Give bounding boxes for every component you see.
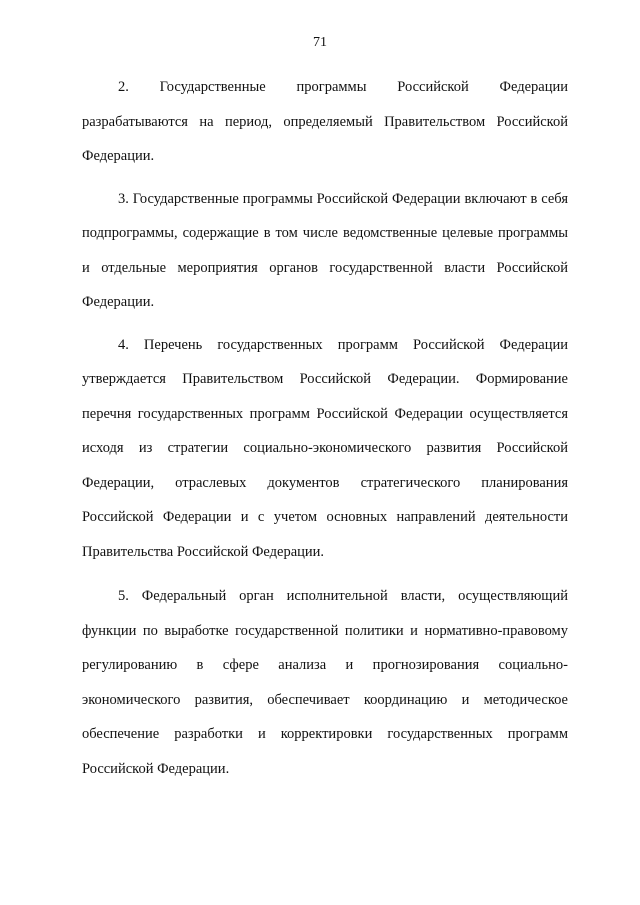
page-number: 71	[313, 35, 327, 50]
document-body	[82, 70, 568, 786]
paragraph-3: 3. Государственные программы Российской Федерации включают в себя подпрограммы, содержащие в том числе ведомственные целевые программы и отдельные мероприятия органов государственной власти Российской Федерации.	[82, 190, 568, 310]
paragraph-2: 2. Государственные программы Российской Федерации разрабатываются на период, определяемый Правительством Российской Федерации.	[82, 79, 568, 164]
paragraph-5: 5. Федеральный орган исполнительной власти, осуществляющий функции по выработке государственной политики и нормативно-правовому регулированию в сфере анализа и прогнозирования социально-экономического развития, обеспечивает координацию и методическое обеспечение разработки и корректировки государственных программ Российской Федерации.	[82, 588, 568, 777]
paragraph-4: 4. Перечень государственных программ Российской Федерации утверждается Правительством Российской Федерации. Формирование перечня государственных программ Российской Федерации осуществляется исходя из стратегии социально-экономического развития Российской Федерации, отраслевых документов стратегического планирования Российской Федерации и с учетом основных направлений деятельности Правительства Российской Федерации.	[82, 336, 568, 560]
